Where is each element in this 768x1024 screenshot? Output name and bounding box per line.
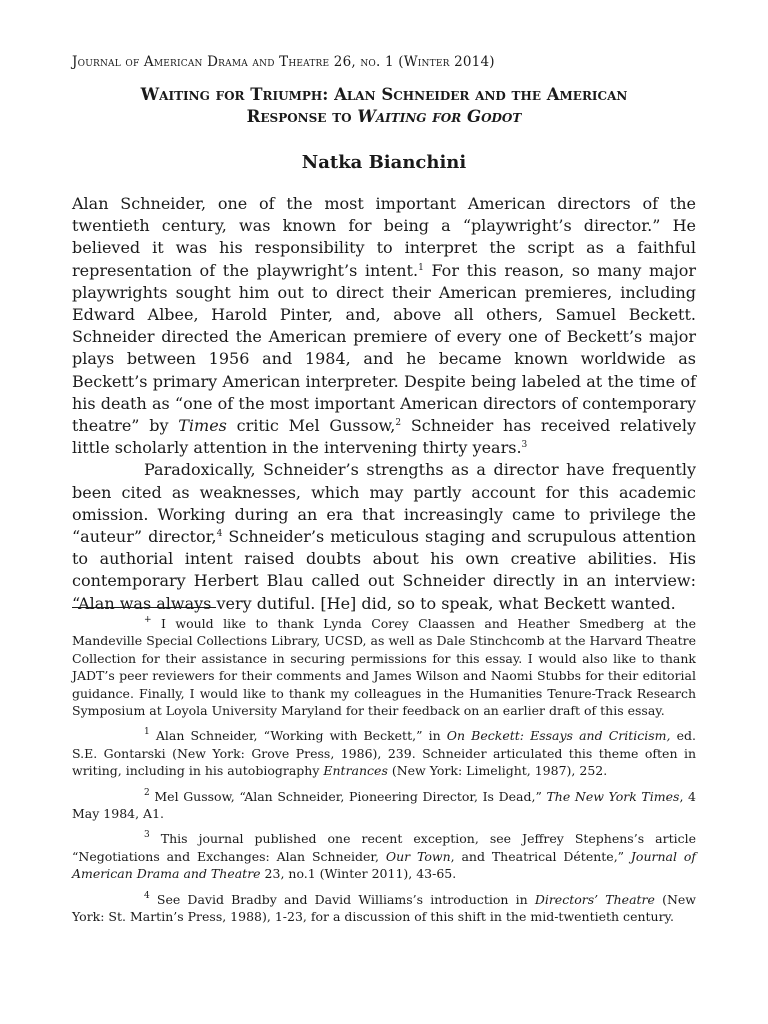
footnote-italic: Journal of American Drama and Theatre <box>72 848 696 882</box>
footnote-ref-3[interactable]: 3 <box>521 440 528 451</box>
footnote-text: ed. S.E. Gontarski (New York: Grove Press, 1986), 239. Schneider articulated this theme often in writing, including in his autobiography <box>72 728 696 779</box>
footnote-mark: + <box>144 615 152 625</box>
paragraph-1 <box>72 193 696 459</box>
footnote-ref-4[interactable]: 4 <box>216 529 223 540</box>
title-line-2 <box>40 106 728 128</box>
paragraph-1-italic: Times <box>178 416 227 436</box>
footnote-divider <box>72 607 216 608</box>
footnote-4 <box>72 891 696 926</box>
paragraph-2-text: Schneider’s meticulous staging and scrupulous attention to authorial intent raised doubts about his own creative abilities. His contemporary Herbert Blau called out Schneider directly in an interview: “Alan was always very dutiful. [He] did, so to speak, what Beckett wanted. <box>72 527 696 613</box>
article-title <box>40 84 728 128</box>
footnote-mark: 1 <box>144 727 150 738</box>
paragraph-1-text: Schneider has received relatively little scholarly attention in the intervening thirty years. <box>72 416 697 458</box>
title-line-1: Waiting for Triumph: Alan Schneider and the American <box>140 85 628 104</box>
footnote-2 <box>72 788 696 823</box>
footnote-mark: 4 <box>144 890 150 901</box>
paragraph-1-text: Alan Schneider, one of the most important American directors of the twentieth century, was known for being a “playwright’s director.” He believed it was his responsibility to interpret the script as a faithful representation of the playwright’s intent. <box>72 194 696 280</box>
title-play-name: Waiting for Godot <box>357 107 522 126</box>
footnote-text: I would like to thank Lynda Corey Claassen and Heather Smedberg at the Mandeville Special Collections Library, UCSD, as well as Dale Stinchcomb at the Harvard Theatre Collection for their assistance in securing permissions for this essay. I would also like to thank JADT’s peer reviewers for their comments and James Wilson and Naomi Stubbs for their editorial guidance. Finally, I would like to thank my colleagues in the Humanities Tenure-Track Research Symposium at Loyola University Maryland for their feedback on an earlier draft of this essay. <box>72 616 696 719</box>
footnotes <box>72 615 696 934</box>
footnote-text: See David Bradby and David Williams’s introduction in <box>149 891 535 907</box>
footnote-italic: Directors’ Theatre <box>534 891 655 907</box>
footnote-mark: 3 <box>144 830 150 841</box>
footnote-acknowledgment <box>72 615 696 719</box>
article-body <box>72 193 696 615</box>
footnote-italic: Entrances <box>323 763 388 779</box>
paragraph-1-text: critic Mel Gussow, <box>226 416 396 436</box>
footnote-text: This journal published one recent exception, see Jeffrey Stephens’s article “Negotiations and Exchanges: Alan Schneider, <box>72 831 696 864</box>
footnote-text: , and Theatrical Détente,” <box>450 848 631 864</box>
footnote-text: (New York: St. Martin’s Press, 1988), 1-23, for a discussion of this shift in the mid-twentieth century. <box>72 891 696 925</box>
footnote-ref-1[interactable]: 1 <box>418 262 424 273</box>
paragraph-2-text: Paradoxically, Schneider’s strengths as a director have frequently been cited as weaknesses, which may partly account for this academic omission. Working during an era that increasingly came to privilege the “auteur” director, <box>72 460 696 547</box>
footnote-text: , 4 May 1984, A1. <box>72 788 696 822</box>
footnote-text: Alan Schneider, “Working with Beckett,” in <box>149 728 447 744</box>
running-head: Journal of American Drama and Theatre 26, no. 1 (Winter 2014) <box>72 54 495 70</box>
title-line-2-prefix: Response to <box>246 107 358 126</box>
footnote-1 <box>72 727 696 779</box>
paragraph-1-text: For this reason, so many major playwrights sought him out to direct their American premieres, including Edward Albee, Harold Pinter, and, above all others, Samuel Beckett. Schneider directed the American premiere of every one of Beckett’s major plays between 1956 and 1984, and he became known worldwide as Beckett’s primary American interpreter. Despite being labeled at the time of his death as “one of the most important American directors of contemporary theatre” by <box>72 260 697 436</box>
footnote-3 <box>72 830 696 882</box>
footnote-italic: On Beckett: Essays and Criticism, <box>446 728 671 744</box>
footnote-italic: Our Town <box>385 848 451 864</box>
footnote-italic: The New York Times <box>546 788 680 804</box>
paragraph-2 <box>72 459 696 614</box>
footnote-text: 23, no.1 (Winter 2011), 43-65. <box>260 866 457 882</box>
footnote-text: Mel Gussow, “Alan Schneider, Pioneering Director, Is Dead,” <box>149 788 547 804</box>
footnote-ref-2[interactable]: 2 <box>395 418 402 429</box>
footnote-mark: 2 <box>144 787 150 798</box>
footnote-text: (New York: Limelight, 1987), 252. <box>387 763 608 779</box>
author-name: Natka Bianchini <box>301 152 467 173</box>
